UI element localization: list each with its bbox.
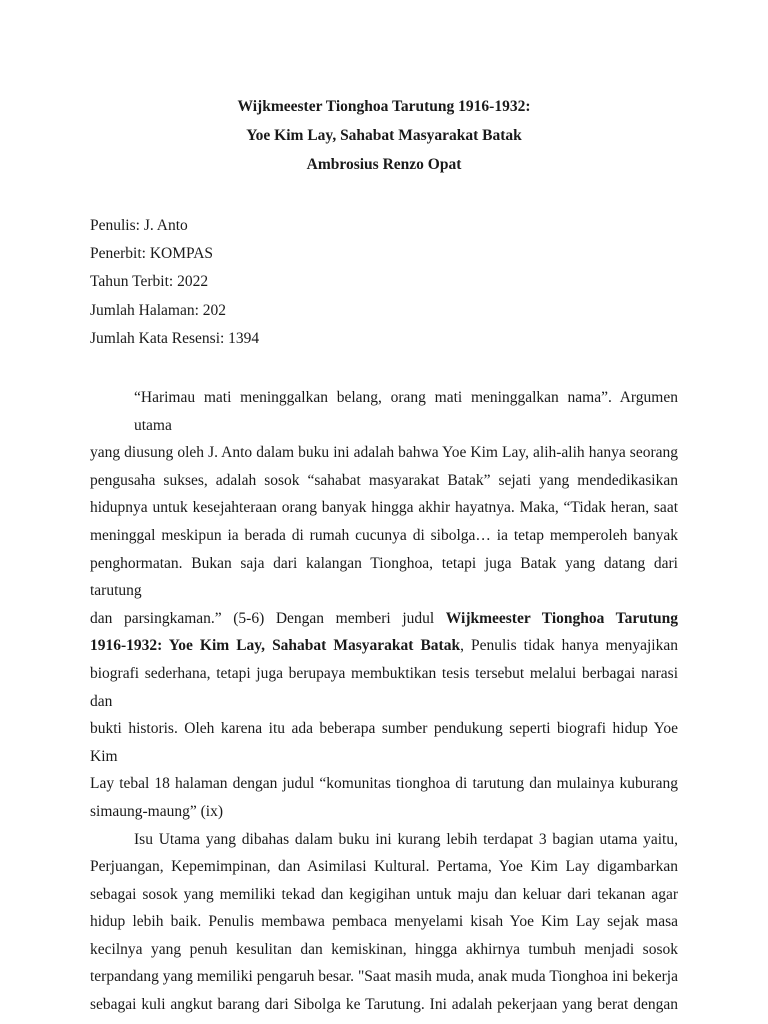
paragraph-1 bbox=[90, 384, 678, 826]
paragraph-1-line: penghormatan. Bukan saja dari kalangan Tionghoa, tetapi juga Batak yang datang dari tarutung bbox=[90, 554, 678, 600]
paragraph-2-line: sebagai kuli angkut barang dari Sibolga ke Tarutung. Ini adalah pekerjaan yang berat dengan bbox=[90, 996, 678, 1014]
paragraph-1-line bbox=[90, 605, 678, 633]
paragraph-1-line: biografi sederhana, tetapi juga berupaya membuktikan tesis tersebut melalui berbagai narasi dan bbox=[90, 664, 678, 710]
title-line-1: Wijkmeester Tionghoa Tarutung 1916-1932: bbox=[237, 98, 531, 115]
paragraph-1-line: simaung-maung” (ix) bbox=[90, 802, 224, 820]
meta-jumlah-halaman: Jumlah Halaman: 202 bbox=[90, 301, 227, 319]
reviewer-name: Ambrosius Renzo Opat bbox=[306, 156, 462, 173]
title-line-2: Yoe Kim Lay, Sahabat Masyarakat Batak bbox=[246, 127, 522, 144]
paragraph-1-line: Lay tebal 18 halaman dengan judul “komunitas tionghoa di tarutung dan mulainya kuburang bbox=[90, 775, 678, 793]
book-title-bold: Wijkmeester Tionghoa Tarutung bbox=[445, 609, 678, 627]
book-title-bold: 1916-1932: Yoe Kim Lay, Sahabat Masyarakat Batak bbox=[90, 637, 461, 655]
paragraph-2-line: terpandang yang memiliki pengaruh besar. "Saat masih muda, anak muda Tionghoa ini bekerja bbox=[90, 968, 678, 986]
paragraph-1-line: bukti historis. Oleh karena itu ada beberapa sumber pendukung seperti biografi hidup Yoe Kim bbox=[90, 720, 678, 765]
paragraph-1-line: meninggal meskipun ia berada di rumah cucunya di sibolga… ia tetap memperoleh banyak bbox=[90, 526, 678, 544]
meta-jumlah-kata: Jumlah Kata Resensi: 1394 bbox=[90, 329, 260, 347]
paragraph-2 bbox=[90, 826, 678, 1019]
paragraph-2-line: Isu Utama yang dibahas dalam buku ini kurang lebih terdapat 3 bagian utama yaitu, bbox=[134, 830, 678, 848]
paragraph-1-line: yang diusung oleh J. Anto dalam buku ini adalah bahwa Yoe Kim Lay, alih-alih hanya seorang bbox=[90, 444, 678, 462]
paragraph-1-line: pengusaha sukses, adalah sosok “sahabat masyarakat Batak” sejati yang mendedikasikan bbox=[90, 471, 678, 489]
paragraph-1-line bbox=[90, 632, 678, 660]
review-body bbox=[90, 384, 678, 1019]
meta-penulis: Penulis: J. Anto bbox=[90, 217, 188, 234]
title-block bbox=[90, 0, 678, 179]
paragraph-2-line: Perjuangan, Kepemimpinan, dan Asimilasi Kultural. Pertama, Yoe Kim Lay digambarkan bbox=[90, 858, 678, 876]
meta-tahun-terbit: Tahun Terbit: 2022 bbox=[90, 273, 209, 291]
paragraph-1-text: dan parsingkaman.” (5-6) Dengan memberi judul bbox=[90, 609, 446, 627]
paragraph-1-text: , Penulis tidak hanya menyajikan bbox=[460, 637, 678, 655]
paragraph-1-line: “Harimau mati meninggalkan belang, orang mati meninggalkan nama”. Argumen utama bbox=[134, 389, 678, 434]
book-metadata bbox=[90, 212, 678, 353]
meta-penerbit: Penerbit: KOMPAS bbox=[90, 245, 214, 263]
paragraph-2-line: hidup lebih baik. Penulis membawa pembaca menyelami kisah Yoe Kim Lay sejak masa bbox=[90, 913, 678, 931]
paragraph-1-line: hidupnya untuk kesejahteraan orang banyak hingga akhir hayatnya. Maka, “Tidak heran, saat bbox=[90, 499, 678, 517]
paragraph-2-line: kecilnya yang penuh kesulitan dan kemiskinan, hingga akhirnya tumbuh menjadi sosok bbox=[90, 940, 678, 958]
paragraph-2-line: sebagai sosok yang memiliki tekad dan kegigihan untuk maju dan keluar dari tekanan agar bbox=[90, 885, 678, 903]
